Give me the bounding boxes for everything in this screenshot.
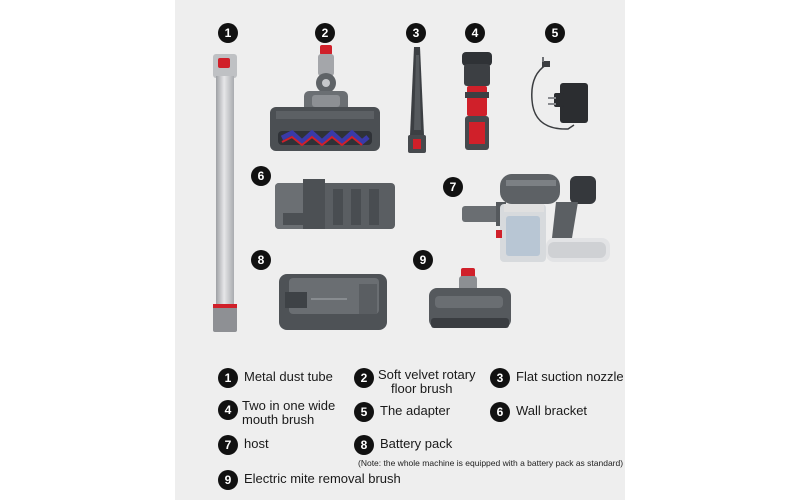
legend-badge-5: 5: [354, 402, 374, 422]
wide-mouth-brush-image: [458, 48, 496, 156]
legend-label-2a: Soft velvet rotary: [378, 367, 476, 382]
mite-brush-image: [425, 266, 513, 334]
legend-label-1: Metal dust tube: [244, 369, 333, 384]
badge-6: 6: [251, 166, 271, 186]
legend-badge-2: 2: [354, 368, 374, 388]
battery-pack-image: [277, 270, 389, 332]
battery-note: (Note: the whole machine is equipped with a battery pack as standard): [358, 458, 624, 468]
badge-8: 8: [251, 250, 271, 270]
badge-2: 2: [315, 23, 335, 43]
badge-1: 1: [218, 23, 238, 43]
badge-4: 4: [465, 23, 485, 43]
legend-badge-4: 4: [218, 400, 238, 420]
host-image: [460, 168, 616, 268]
floor-brush-image: [262, 45, 384, 155]
legend-badge-3: 3: [490, 368, 510, 388]
badge-5: 5: [545, 23, 565, 43]
badge-7: 7: [443, 177, 463, 197]
legend-label-3: Flat suction nozzle: [516, 369, 624, 384]
flat-nozzle-image: [402, 45, 432, 157]
legend-label-4b: mouth brush: [242, 412, 315, 427]
legend-badge-9: 9: [218, 470, 238, 490]
legend-label-6: Wall bracket: [516, 403, 588, 418]
legend-label-7: host: [244, 436, 269, 451]
legend-label-2b: floor brush: [391, 381, 453, 396]
legend-label-4a: Two in one wide: [242, 398, 336, 413]
legend-label-8: Battery pack: [380, 436, 453, 451]
legend-badge-7: 7: [218, 435, 238, 455]
legend-badge-6: 6: [490, 402, 510, 422]
wall-bracket-image: [273, 177, 398, 233]
legend-badge-8: 8: [354, 435, 374, 455]
badge-9: 9: [413, 250, 433, 270]
metal-dust-tube-image: [205, 50, 245, 335]
legend-badge-1: 1: [218, 368, 238, 388]
badge-3: 3: [406, 23, 426, 43]
adapter-image: [518, 55, 598, 137]
legend-label-5: The adapter: [380, 403, 451, 418]
legend-label-9: Electric mite removal brush: [244, 471, 401, 486]
